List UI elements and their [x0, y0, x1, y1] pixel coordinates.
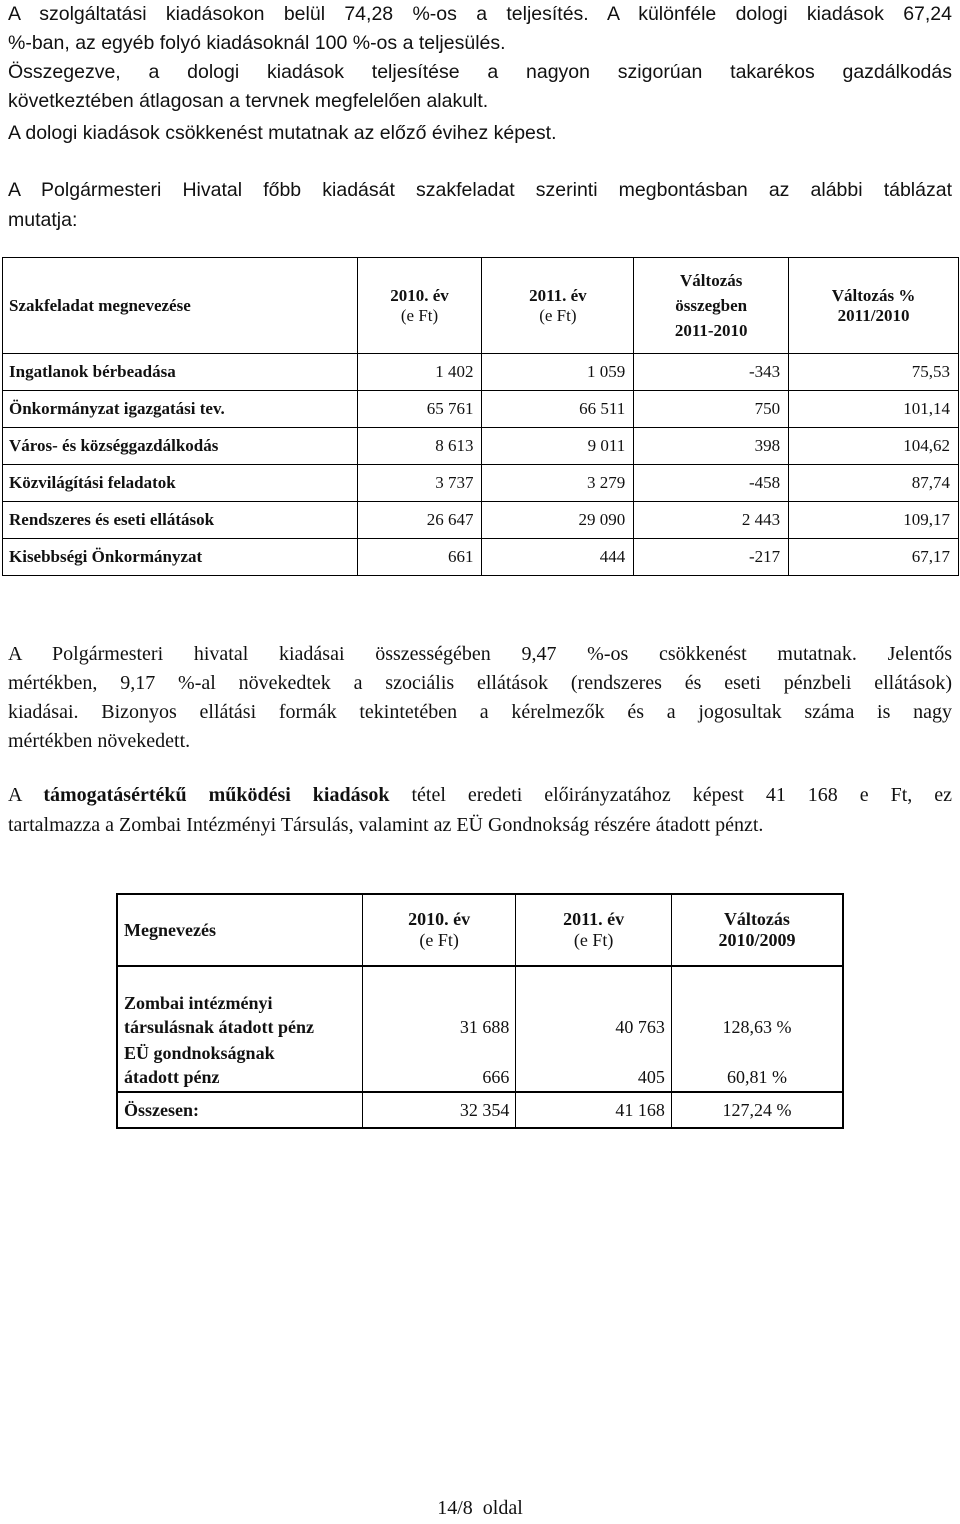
intro-paragraph — [8, 0, 952, 116]
row-pct: 101,14 — [789, 391, 959, 428]
summary-line: kiadásai. Bizonyos ellátási formák tekintetében a kérelmezők és a jogosultak száma is nagy — [8, 701, 952, 723]
header-task-name: Szakfeladat megnevezése — [3, 258, 358, 354]
row-2011: 66 511 — [482, 391, 634, 428]
header-2010-unit: (e Ft) — [400, 305, 439, 325]
transfer-row — [117, 1041, 843, 1092]
support-line-2: tartalmazza a Zombai Intézményi Társulás, valamint az EÜ Gondnokság részére átadott pénzt. — [8, 814, 764, 836]
header-pct-line2: 2011/2010 — [837, 305, 910, 325]
transfer-row-name — [117, 1041, 362, 1092]
row-name: Város- és községgazdálkodás — [3, 428, 358, 465]
support-prefix: A — [8, 784, 44, 806]
row-2011: 3 279 — [482, 465, 634, 502]
row-2010: 26 647 — [357, 502, 482, 539]
transfer-row-2010: 666 — [362, 1041, 515, 1092]
header-2011-unit: (e Ft) — [539, 305, 577, 325]
header-change-line1: Változás — [680, 271, 743, 290]
table-intro-line: A Polgármesteri Hivatal főbb kiadását szakfeladat szerinti megbontásban az alábbi táblázat — [8, 179, 952, 201]
header-2011 — [482, 258, 634, 354]
header-change-line3: 2011-2010 — [674, 321, 748, 340]
table-row — [3, 502, 959, 539]
transfer-row-change: 128,63 % — [722, 1017, 792, 1037]
support-line-1 — [8, 780, 952, 810]
transfer-header-row — [117, 894, 843, 966]
row-change: 750 — [634, 391, 789, 428]
transfer-header-change — [671, 894, 843, 966]
header-2010-label: 2010. év — [390, 285, 449, 305]
row-2010: 65 761 — [357, 391, 482, 428]
row-change: -217 — [634, 539, 789, 576]
table-intro-line: mutatja: — [8, 209, 78, 231]
row-name: Rendszeres és eseti ellátások — [3, 502, 358, 539]
transfer-row-2010: 31 688 — [362, 966, 515, 1041]
transfer-total-2011: 41 168 — [516, 1092, 671, 1128]
transfer-row-name — [117, 966, 362, 1041]
header-change-amount — [634, 258, 789, 354]
row-2010: 1 402 — [357, 354, 482, 391]
row-name: Ingatlanok bérbeadása — [3, 354, 358, 391]
intro-line: Összegezve, a dologi kiadások teljesítése a nagyon szigorúan takarékos gazdálkodás — [8, 61, 952, 83]
decrease-sentence: A dologi kiadások csökkenést mutatnak az előző évihez képest. — [8, 122, 557, 144]
row-change: 2 443 — [634, 502, 789, 539]
support-paragraph — [8, 780, 952, 840]
table-row — [3, 354, 959, 391]
transfer-header-change-line1: Változás — [723, 909, 790, 929]
row-change: -458 — [634, 465, 789, 502]
row-name: Önkormányzat igazgatási tev. — [3, 391, 358, 428]
page-number: 14/8 oldal — [437, 1497, 523, 1519]
table-row — [3, 465, 959, 502]
expenditure-by-task-table — [2, 257, 959, 576]
intro-line: %-ban, az egyéb folyó kiadásoknál 100 %-os a teljesülés. — [8, 32, 506, 54]
transfer-row-name-line2: társulásnak átadott pénz — [124, 1017, 315, 1037]
transfer-row-change: 60,81 % — [726, 1067, 787, 1087]
summary-line: A Polgármesteri hivatal kiadásai összességében 9,47 %-os csökkenést mutatnak. Jelentős — [8, 643, 952, 665]
row-2010: 8 613 — [357, 428, 482, 465]
transfer-row — [117, 966, 843, 1041]
row-2010: 661 — [357, 539, 482, 576]
table-header-row — [3, 258, 959, 354]
table-row — [3, 391, 959, 428]
transfer-row-2011: 40 763 — [516, 966, 671, 1041]
row-2011: 9 011 — [482, 428, 634, 465]
header-change-percent — [789, 258, 959, 354]
transfer-header-change-line2: 2010/2009 — [718, 930, 796, 950]
summary-line: mértékben, 9,17 %-al növekedtek a szociális ellátások (rendszeres és eseti pénzbeli ellátások) — [8, 672, 952, 694]
transfer-row-2011: 405 — [516, 1041, 671, 1092]
row-2010: 3 737 — [357, 465, 482, 502]
transfer-header-2010-label: 2010. év — [408, 909, 471, 929]
row-2011: 444 — [482, 539, 634, 576]
transfer-header-2010-unit: (e Ft) — [419, 930, 459, 950]
header-2011-label: 2011. év — [529, 285, 587, 305]
row-pct: 67,17 — [789, 539, 959, 576]
table-intro-paragraph — [8, 175, 952, 235]
row-name: Közvilágítási feladatok — [3, 465, 358, 502]
transfer-header-2010 — [362, 894, 515, 966]
transfer-row-name-line2: átadott pénz — [124, 1067, 220, 1087]
transfer-header-2011 — [516, 894, 671, 966]
transfer-total-label: Összesen: — [117, 1092, 362, 1128]
intro-line: A szolgáltatási kiadásokon belül 74,28 %-os a teljesítés. A különféle dologi kiadások 67,24 — [8, 3, 952, 25]
row-pct: 109,17 — [789, 502, 959, 539]
row-2011: 29 090 — [482, 502, 634, 539]
transfer-header-name: Megnevezés — [117, 894, 362, 966]
row-pct: 104,62 — [789, 428, 959, 465]
transfer-header-2011-label: 2011. év — [563, 909, 625, 929]
transfer-total-2010: 32 354 — [362, 1092, 515, 1128]
transfer-header-2011-unit: (e Ft) — [573, 930, 614, 950]
header-2010 — [357, 258, 482, 354]
summary-line: mértékben növekedett. — [8, 730, 191, 752]
transfer-total-row — [117, 1092, 843, 1128]
support-bold-term: támogatásértékű működési kiadások — [43, 784, 390, 806]
row-name: Kisebbségi Önkormányzat — [3, 539, 358, 576]
intro-line: következtében átlagosan a tervnek megfelelően alakult. — [8, 90, 489, 112]
row-2011: 1 059 — [482, 354, 634, 391]
header-pct-line1: Változás % — [831, 285, 916, 305]
table-row — [3, 539, 959, 576]
header-change-line2: összegben — [675, 296, 748, 315]
transfer-row-name-line1: Zombai intézményi — [124, 993, 273, 1013]
row-pct: 87,74 — [789, 465, 959, 502]
transfer-row-name-line1: EÜ gondnokságnak — [124, 1043, 275, 1063]
transfer-total-change: 127,24 % — [671, 1092, 843, 1128]
row-pct: 75,53 — [789, 354, 959, 391]
support-suffix: tétel eredeti előirányzatához képest 41 168 e Ft, ez — [389, 784, 952, 806]
row-change: -343 — [634, 354, 789, 391]
summary-paragraph — [8, 640, 952, 756]
transfer-table — [116, 893, 844, 1129]
row-change: 398 — [634, 428, 789, 465]
table-row — [3, 428, 959, 465]
